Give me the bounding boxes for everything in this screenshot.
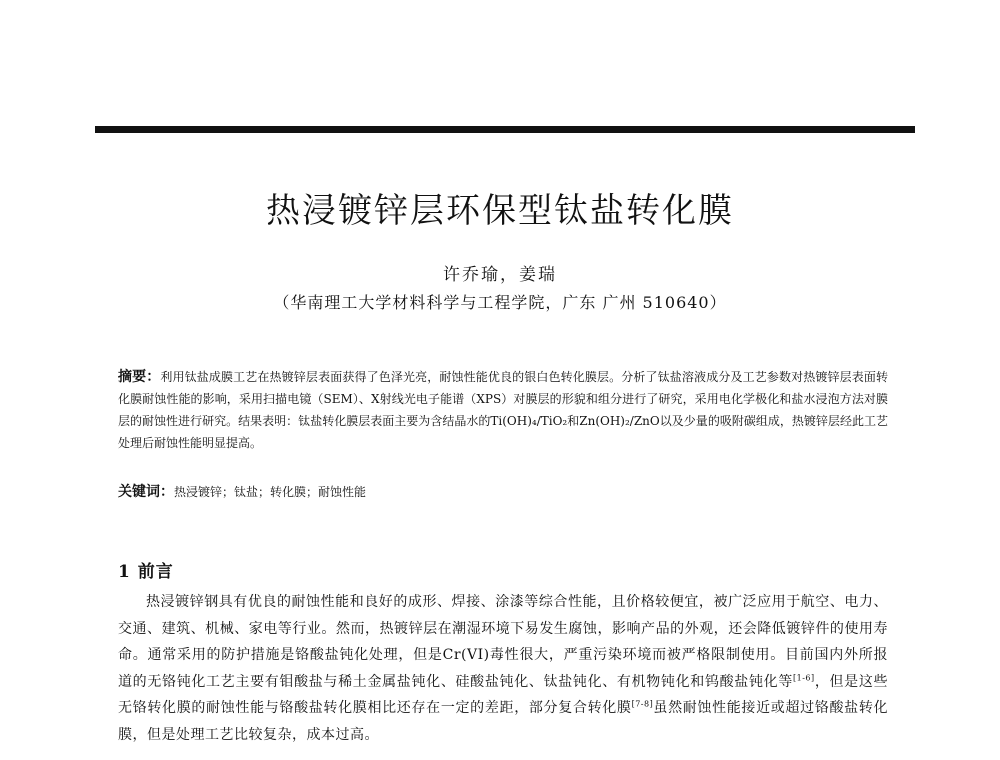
header-rule	[95, 126, 915, 133]
keywords-text: 热浸镀锌；钛盐；转化膜；耐蚀性能	[174, 485, 367, 499]
paper-authors: 许乔瑜，姜瑞	[443, 265, 557, 285]
keywords	[118, 481, 888, 503]
introduction-paragraph	[118, 589, 888, 748]
abstract-text: 利用钛盐成膜工艺在热镀锌层表面获得了色泽光亮，耐蚀性能优良的银白色转化膜层。分析了钛盐溶液成分及工艺参数对热镀锌层表面转化膜耐蚀性能的影响，采用扫描电镜（SEM）、X射线光电子能谱（XPS）对膜层的形貌和组分进行了研究，采用电化学极化和盐水浸泡方法对膜层的耐蚀性进行研究。结果表明：钛盐转化膜层表面主要为含结晶水的Ti(OH)₄/TiO₂和Zn(OH)₂/ZnO以及少量的吸附碳组成，热镀锌层经此工艺处理后耐蚀性能明显提高。	[118, 370, 888, 450]
paper-affiliation: （华南理工大学材料科学与工程学院，广东 广州 510640）	[273, 293, 727, 312]
body-part-3: 虽然耐蚀性能接近或超过铬酸盐转化膜，但是处理工艺比较复杂，成本过高。	[118, 700, 889, 743]
abstract-label: 摘要：	[118, 369, 161, 385]
citation-2: [7-8]	[631, 699, 654, 709]
section-heading-introduction: 1 前言	[118, 562, 174, 582]
keywords-label: 关键词：	[118, 484, 174, 500]
body-part-1: 热浸镀锌钢具有优良的耐蚀性能和良好的成形、焊接、涂漆等综合性能，且价格较便宜，被广泛应用于航空、电力、交通、建筑、机械、家电等行业。然而，热镀锌层在潮湿环境下易发生腐蚀，影响产品的外观，还会降低镀锌件的使用寿命。通常采用的防护措施是铬酸盐钝化处理，但是Cr(VI)毒性很大，严重污染环境而被严格限制使用。目前国内外所报道的无铬钝化工艺主要有钼酸盐与稀土金属盐钝化、硅酸盐钝化、钛盐钝化、有机物钝化和钨酸盐钝化等	[118, 594, 888, 690]
abstract	[118, 366, 888, 454]
body-part-2: ，但是这些无铬转化膜的耐蚀性能与铬酸盐转化膜相比还存在一定的差距，部分复合转化膜	[118, 673, 889, 716]
citation-1: [1-6]	[793, 672, 815, 682]
paper-title: 热浸镀锌层环保型钛盐转化膜	[266, 190, 734, 231]
